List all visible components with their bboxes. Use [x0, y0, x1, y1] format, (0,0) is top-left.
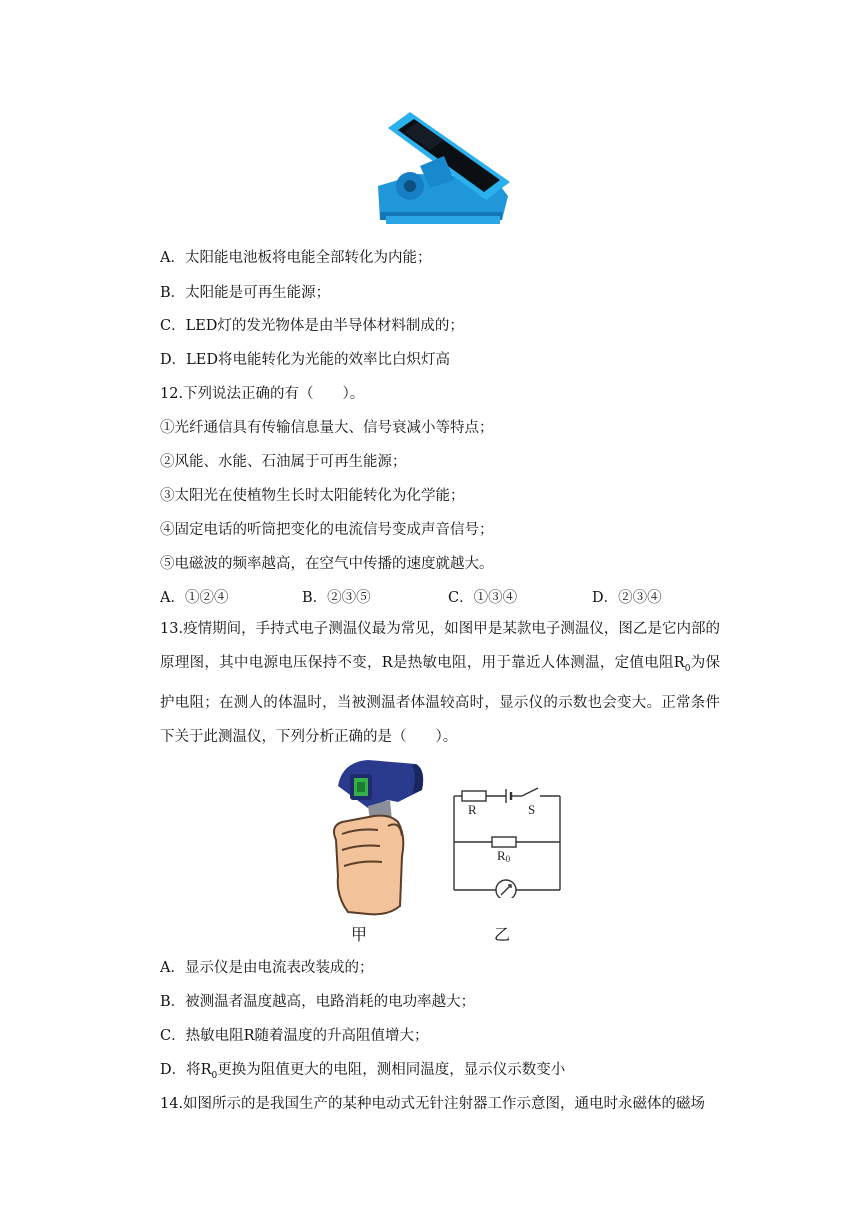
q12-item-2: ②风能、水能、石油属于可再生能源； — [160, 454, 407, 470]
q12-item-5: ⑤电磁波的频率越高，在空气中传播的速度就越大。 — [160, 556, 494, 572]
solar-clip-figure — [374, 108, 516, 234]
thermistor-r — [462, 791, 486, 801]
q13-option-d-part-a: D．将R — [160, 1062, 212, 1078]
switch-s — [522, 788, 538, 796]
meter-icon — [496, 880, 516, 898]
q11-option-a: A．太阳能电池板将电能全部转化为内能； — [160, 250, 432, 266]
label-r0-main: R — [497, 848, 506, 863]
q13-option-d — [160, 1060, 565, 1086]
q13-stem-subscript: 0 — [684, 663, 691, 674]
q12-choices — [160, 588, 720, 608]
q12-choice-a: A．①②④ — [160, 590, 229, 606]
q13-option-d-part-b: 更换为阻值更大的电阻，测相同温度，显示仪示数变小 — [217, 1062, 566, 1078]
q11-option-b: B．太阳能是可再生能源； — [160, 285, 331, 301]
circuit-diagram — [448, 778, 566, 898]
q13-option-a: A．显示仪是由电流表改装成的； — [160, 960, 374, 976]
q11-option-c: C．LED灯的发光物体是由半导体材料制成的； — [160, 318, 464, 334]
q12-choice-c: C．①③④ — [448, 590, 518, 606]
q13-option-c: C．热敏电阻R随着温度的升高阻值增大； — [160, 1028, 429, 1044]
q12-stem: 12.下列说法正确的有（ ）。 — [160, 386, 365, 402]
q12-choice-b: B．②③⑤ — [302, 590, 371, 606]
label-r: R — [468, 802, 477, 817]
q13-stem-part-b: 为保护电阻；在测人的体温时，当被测温者体温较高时，显示仪的示数也会变大。正常条件下关于此测温仪，下列分析正确的是（ ）。 — [160, 655, 721, 745]
q13-stem-part-a: 13.疫情期间，手持式电子测温仪最为常见，如图甲是某款电子测温仪，图乙是它内部的原理图，其中电源电压保持不变，R是热敏电阻，用于靠近人体测温，定值电阻R — [160, 621, 720, 671]
q13-stem — [160, 612, 720, 754]
label-r0 — [497, 848, 511, 864]
q13-option-b: B．被测温者温度越高，电路消耗的电功率越大； — [160, 994, 476, 1010]
label-s: S — [528, 802, 536, 817]
resistor-r0 — [492, 837, 516, 847]
q13-option-d-subscript: 0 — [211, 1070, 218, 1081]
q14-stem: 14.如图所示的是我国生产的某种电动式无针注射器工作示意图，通电时永磁体的磁场 — [160, 1096, 706, 1112]
q12-item-4: ④固定电话的听筒把变化的电流信号变成声音信号； — [160, 522, 494, 538]
q11-option-d: D．LED将电能转化为光能的效率比白炽灯高 — [160, 352, 450, 368]
q12-item-3: ③太阳光在使植物生长时太阳能转化为化学能； — [160, 488, 465, 504]
q12-choice-d: D．②③④ — [592, 590, 662, 606]
label-r0-sub: 0 — [505, 854, 511, 864]
thermometer-gun-figure — [328, 756, 428, 918]
figure-caption-jia: 甲 — [351, 925, 368, 944]
figure-caption-yi: 乙 — [494, 925, 511, 944]
q12-item-1: ①光纤通信具有传输信息量大、信号衰减小等特点； — [160, 420, 494, 436]
